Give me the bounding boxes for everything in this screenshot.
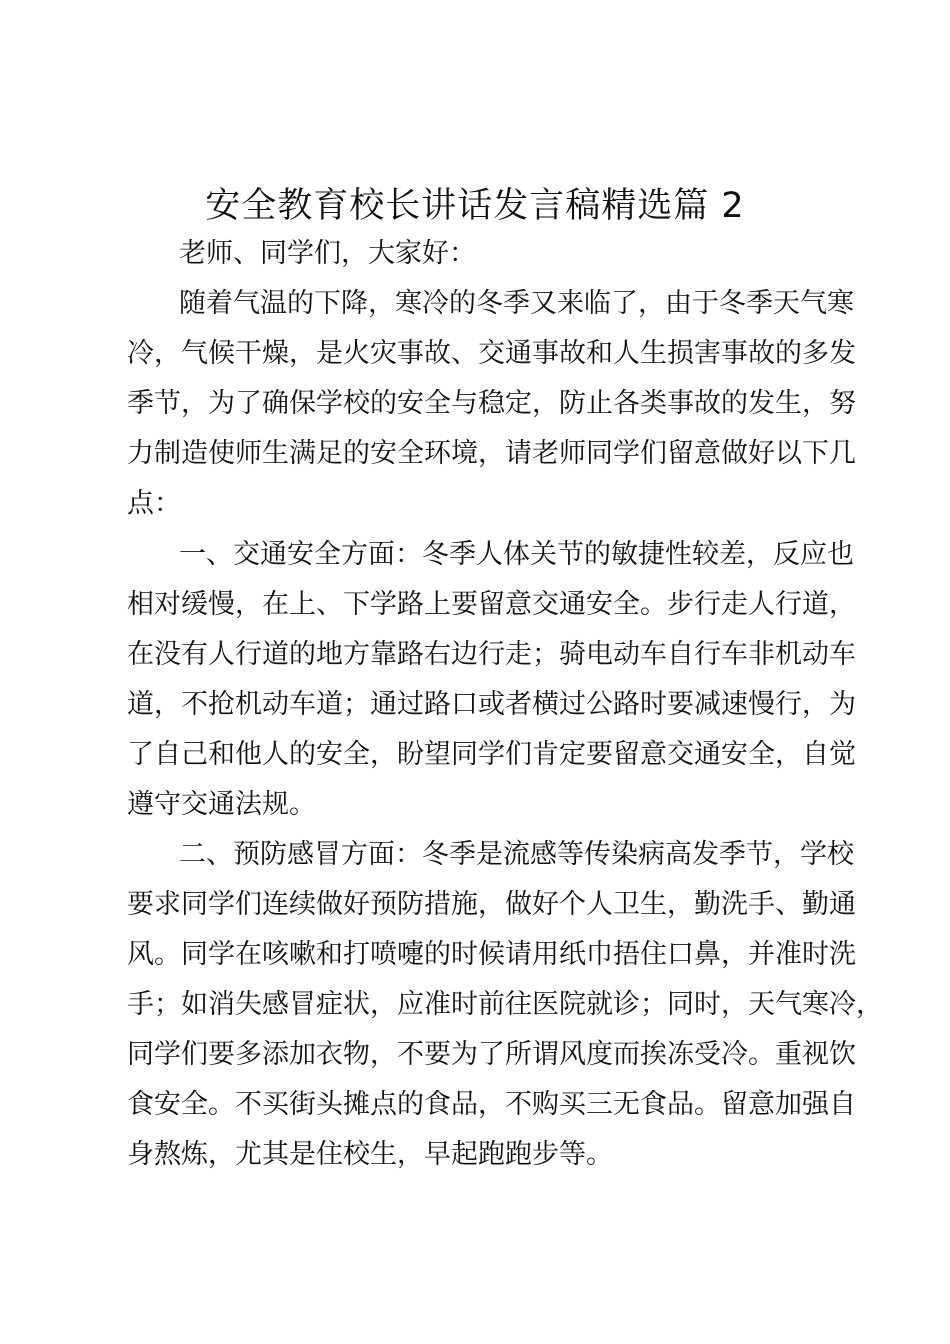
paragraph-line: 季节，为了确保学校的安全与稳定，防止各类事故的发生，努	[127, 388, 856, 419]
paragraph-line: 力制造使师生满足的安全环境，请老师同学们留意做好以下几	[127, 438, 856, 469]
paragraph-line: 二、预防感冒方面：冬季是流感等传染病高发季节，学校	[179, 839, 854, 870]
paragraph-line: 点：	[127, 488, 181, 519]
paragraph-line: 风。同学在咳嗽和打喷嚏的时候请用纸巾捂住口鼻，并准时洗	[127, 939, 856, 970]
paragraph-line: 了自己和他人的安全，盼望同学们肯定要留意交通安全，自觉	[127, 739, 856, 770]
paragraph-line: 同学们要多添加衣物，不要为了所谓风度而挨冻受冷。重视饮	[127, 1039, 856, 1070]
greeting-line: 老师、同学们，大家好：	[179, 238, 476, 269]
paragraph-line: 遵守交通法规。	[127, 789, 316, 820]
paragraph-line: 一、交通安全方面：冬季人体关节的敏捷性较差，反应也	[179, 539, 854, 570]
paragraph-line: 手；如消失感冒症状，应准时前往医院就诊；同时，天气寒冷，	[127, 989, 883, 1020]
paragraph-line: 要求同学们连续做好预防措施，做好个人卫生，勤洗手、勤通	[127, 889, 856, 920]
paragraph-line: 在没有人行道的地方靠路右边行走；骑电动车自行车非机动车	[127, 639, 856, 670]
paragraph-line: 相对缓慢，在上、下学路上要留意交通安全。步行走人行道，	[127, 589, 856, 620]
paragraph-line: 随着气温的下降，寒冷的冬季又来临了，由于冬季天气寒	[179, 288, 854, 319]
document-title: 安全教育校长讲话发言稿精选篇 2	[205, 186, 745, 226]
paragraph-line: 道，不抢机动车道；通过路口或者横过公路时要减速慢行，为	[127, 689, 856, 720]
paragraph-line: 冷，气候干燥，是火灾事故、交通事故和人生损害事故的多发	[127, 338, 856, 369]
paragraph-line: 身熬炼，尤其是住校生，早起跑跑步等。	[127, 1139, 613, 1170]
paragraph-line: 食安全。不买街头摊点的食品，不购买三无食品。留意加强自	[127, 1089, 856, 1120]
